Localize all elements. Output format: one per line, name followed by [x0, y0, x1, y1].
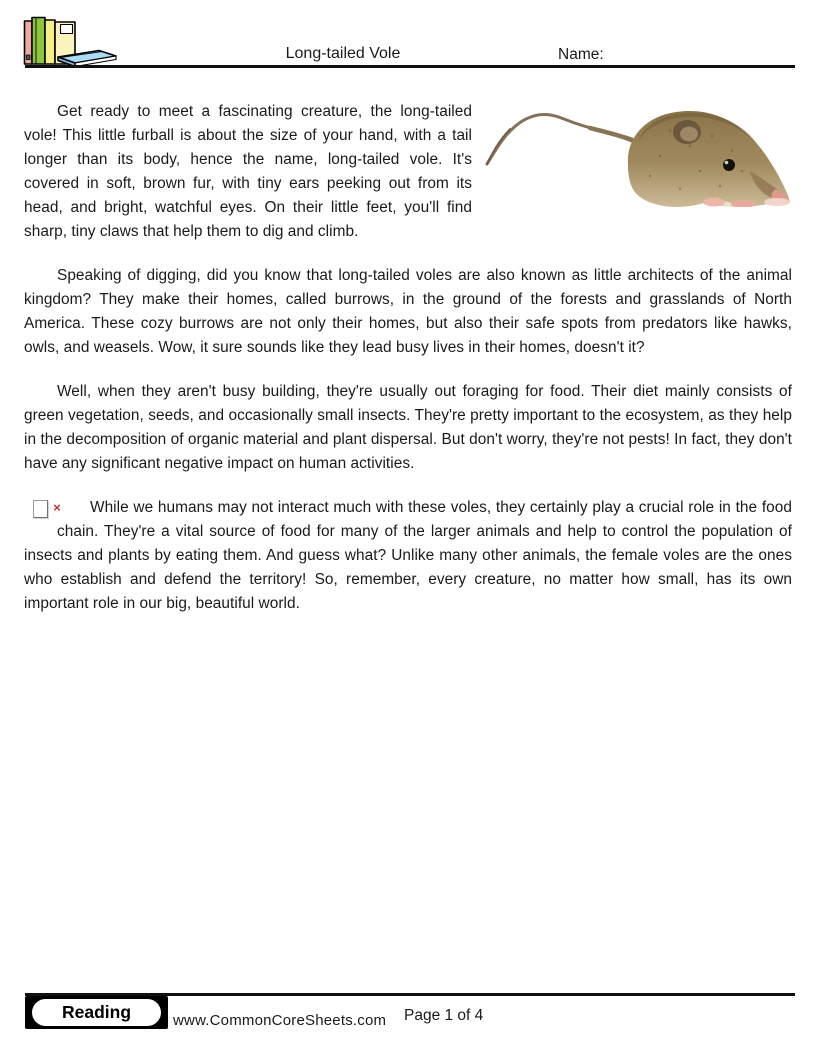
reading-subject-badge: [25, 996, 168, 1029]
page-title: Long-tailed Vole: [285, 45, 401, 62]
paragraph-2: [24, 264, 792, 360]
books-stack-logo-icon: [22, 12, 122, 70]
reading-badge-pill: [32, 999, 161, 1026]
paragraph-3-text: Well, when they aren't busy building, they're usually out foraging for food. Their diet mainly consists of green vegetation, seeds, and occasionally small insects. They're pretty important to the ecosystem, as they help in the decomposition of organic material and plant dispersal. But don't worry, they're not pests! In fact, they don't have any significant negative impact on human activities.: [24, 383, 792, 472]
books-logo-svg: [22, 12, 122, 70]
paragraph-3: [24, 380, 792, 476]
page-indicator: Page 1 of 4: [404, 1007, 484, 1024]
name-label: Name:: [558, 46, 604, 63]
paragraph-2-text: Speaking of digging, did you know that long-tailed voles are also known as little architects of the animal kingdom? They make their homes, called burrows, in the ground of the forests and grasslands of North America. These cozy burrows are not only their homes, but also their safe spots from predators like hawks, owls, and weasels. Wow, it sure sounds like they lead busy lives in their homes, doesn't it?: [24, 267, 792, 356]
paragraph-4-text: While we humans may not interact much with these voles, they certainly play a crucial role in the food chain. They're a vital source of food for many of the larger animals and help to control the population of insects and plants by eating them. And guess what? Unlike many other animals, the female voles are the ones who establish and defend the territory! So, remember, every creature, no matter how small, has its own important role in our big, beautiful world.: [24, 499, 792, 612]
reading-badge-label: Reading: [61, 1002, 132, 1022]
website-url: www.CommonCoreSheets.com: [173, 1012, 387, 1029]
red-x-glyph: ×: [52, 501, 62, 514]
article-body: [24, 100, 792, 636]
vole-photo: [480, 101, 792, 207]
broken-image-icon: [33, 500, 62, 518]
paragraph-1: [24, 100, 792, 244]
header-rule: [25, 65, 795, 68]
paragraph-1-text: Get ready to meet a fascinating creature, the long-tailed vole! This little furball is about the size of your hand, with a tail longer than its body, hence the name, long-tailed vole. It's covered in soft, brown fur, with tiny ears peeking out from its head, and bright, watchful eyes. On their little feet, you'll find sharp, tiny claws that help them to dig and climb.: [24, 103, 472, 240]
vole-illustration-svg: [480, 101, 792, 207]
paragraph-4: [24, 496, 792, 616]
